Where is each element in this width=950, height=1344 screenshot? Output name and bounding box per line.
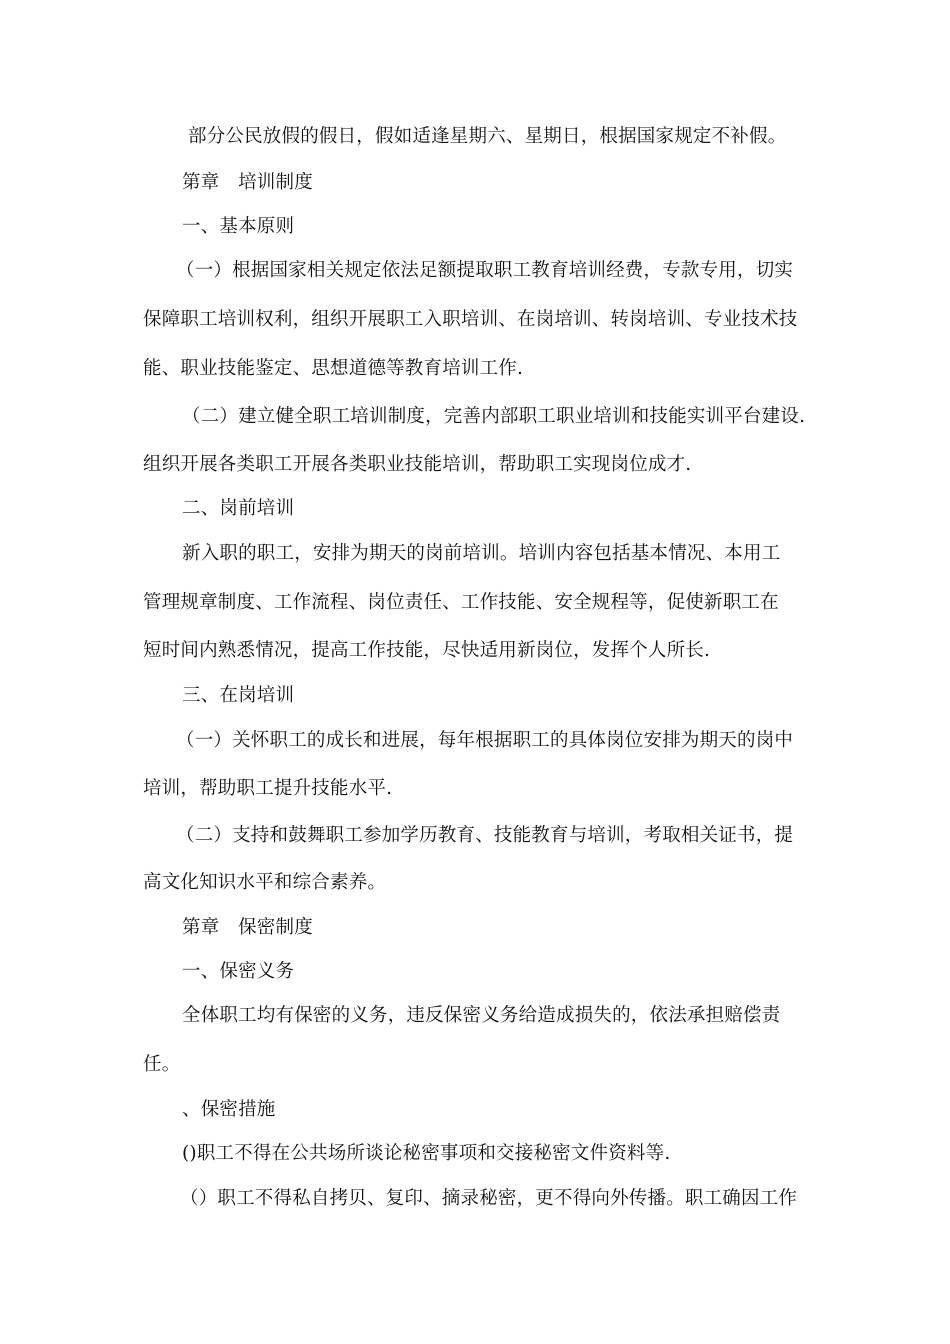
section-heading-confidentiality-obligation: 一、保密义务	[182, 961, 295, 982]
chapter-heading-training: 第章 培训制度	[182, 172, 313, 193]
paragraph-line: 新入职的职工，安排为期天的岗前培训。培训内容包括基本情况、本用工	[182, 543, 781, 564]
paragraph-line: ()职工不得在公共场所谈论秘密事项和交接秘密文件资料等.	[182, 1143, 671, 1164]
paragraph-line: （二）建立健全职工培训制度，完善内部职工职业培训和技能实训平台建设.	[182, 406, 806, 427]
paragraph-line: 任。	[143, 1054, 181, 1075]
section-heading-basic-principles: 一、基本原则	[182, 216, 295, 237]
section-heading-pre-job-training: 二、岗前培训	[182, 498, 295, 519]
paragraph-line: 高文化知识水平和综合素养。	[143, 872, 387, 893]
paragraph-line: 全体职工均有保密的义务，违反保密义务给造成损失的，依法承担赔偿责	[182, 1005, 781, 1026]
section-heading-on-job-training: 三、在岗培训	[182, 685, 295, 706]
paragraph-line: 短时间内熟悉情况，提高工作技能，尽快适用新岗位，发挥个人所长.	[143, 640, 711, 661]
paragraph-line: （）职工不得私自拷贝、复印、摘录秘密，更不得向外传播。职工确因工作	[180, 1188, 798, 1209]
paragraph-line: （一）根据国家相关规定依法足额提取职工教育培训经费，专款专用，切实	[176, 260, 794, 281]
paragraph-line: 培训，帮助职工提升技能水平.	[143, 778, 393, 799]
paragraph-line: 部分公民放假的假日，假如适逢星期六、星期日，根据国家规定不补假。	[188, 126, 787, 147]
paragraph-line: 能、职业技能鉴定、思想道德等教育培训工作.	[143, 358, 524, 379]
paragraph-line: （一）关怀职工的成长和进展，每年根据职工的具体岗位安排为期天的岗中	[176, 730, 794, 751]
section-heading-confidentiality-measures: 、保密措施	[182, 1099, 276, 1120]
paragraph-line: （二）支持和鼓舞职工参加学历教育、技能教育与培训，考取相关证书，提	[176, 825, 794, 846]
paragraph-line: 管理规章制度、工作流程、岗位责任、工作技能、安全规程等，促使新职工在	[143, 592, 779, 613]
chapter-heading-confidentiality: 第章 保密制度	[182, 917, 313, 938]
paragraph-line: 保障职工培训权利，组织开展职工入职培训、在岗培训、转岗培训、专业技术技	[143, 309, 798, 330]
paragraph-line: 组织开展各类职工开展各类职业技能培训，帮助职工实现岗位成才.	[143, 454, 692, 475]
